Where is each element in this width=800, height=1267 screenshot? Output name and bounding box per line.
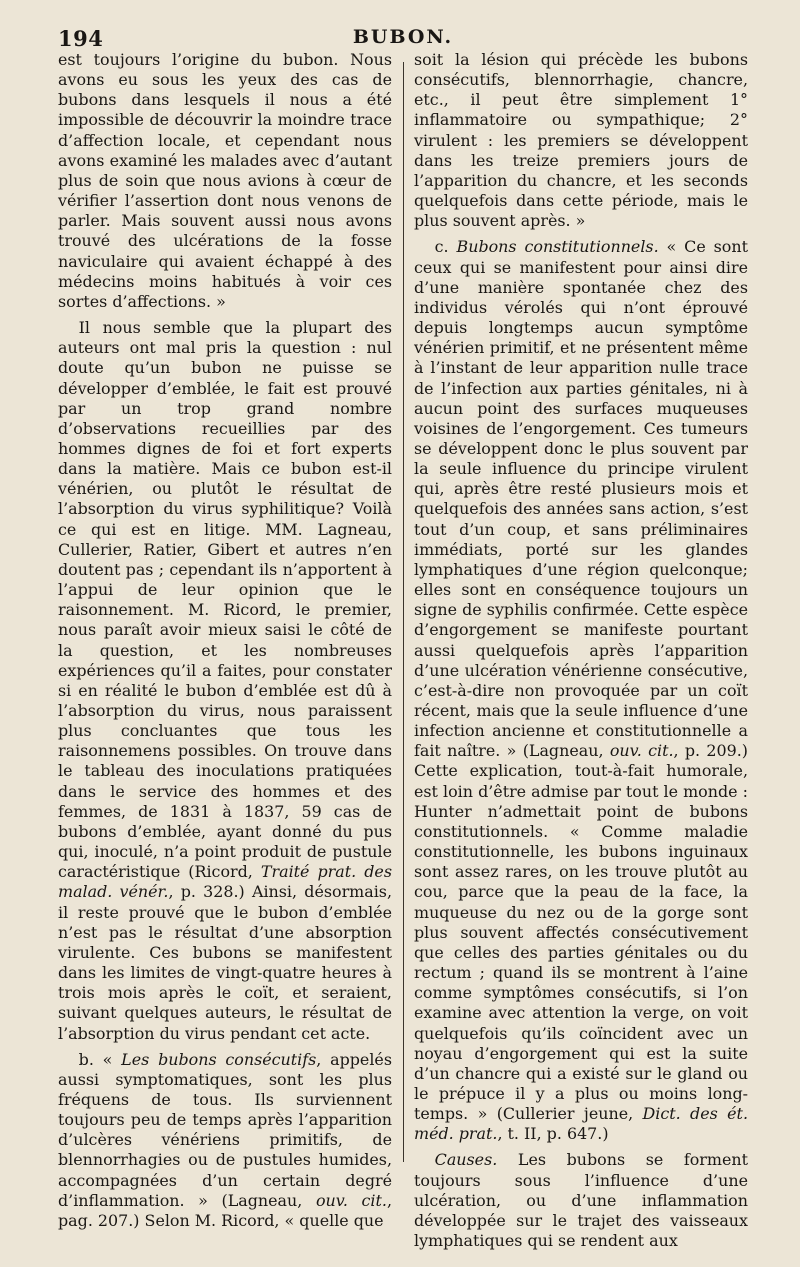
text-run: , appelés aussi symptomatiques, sont les plus fréquens de tous. Ils surviennent toujours peu de temps après l’apparition d’ulcères vénériens primitifs, de blennorrhagies ou de pustules humides, accompagnées d’un certain degré d’inflammation. » (Lagneau, <box>58 1049 392 1210</box>
left-paragraph-2 <box>58 318 392 1044</box>
text-run: , p. 209.) Cette explication, tout-à-fait humorale, est loin d’être admise par tout le monde : Hunter n’admettait point de bubons constitutionnels. « Comme maladie constitutionnelle, les bubons inguinaux sont assez rares, on les trouve plutôt au cou, parce que la peau de la face, la muqueuse du nez ou de la gorge sont plus souvent affectés consécutivement que celles des parties génitales ou du rectum ; quand ils se montrent à l’aine comme symptômes consécutifs, si l’on examine avec attention la verge, on voit quelquefois qu’ils coïncident avec un noyau d’engorgement qui est la suite d’un chancre qui a existé sur le gland ou le prépuce il y a plus ou moins long-temps. » (Cullerier jeune, <box>414 741 748 1124</box>
text-run: b. « <box>78 1049 122 1069</box>
text-run: c. <box>434 237 457 257</box>
text-run: Il nous semble que la plupart des auteurs ont mal pris la question : nul doute qu’un bubon ne puisse se développer d’emblée, le fait est prouvé par un trop grand nombre d’observations recueillies par des hommes dignes de foi et fort experts dans la matière. Mais ce bubon est-il vénérien, ou plutôt le résultat de l’absorption du virus syphilitique? Voilà ce qui est en litige. MM. Lagneau, Cullerier, Ratier, Gibert et autres n’en doutent pas ; cependant ils n’apportent à l’appui de leur opinion que le raisonnement. M. Ricord, le premier, nous paraît avoir mieux saisi le côté de la question, et les nombreuses expériences qu’il a faites, pour constater si en réalité le bubon d’emblée est dû à l’absorption du virus, nous paraissent plus concluantes que tous les raisonnemens possibles. On trouve dans le tableau des inoculations pratiquées dans le service des hommes et des femmes, de 1831 à 1837, 59 cas de bubons d’emblée, ayant donné du pus qui, inoculé, n’a point produit de pustule caractéristique (Ricord, <box>58 318 392 882</box>
text-run: , t. II, p. 647.) <box>497 1124 609 1144</box>
citation-ref: ouv. cit. <box>315 1190 387 1210</box>
text-run: « Ce sont ceux qui se manifestent pour ainsi dire d’une manière spontanée chez des individus vérolés qui n’ont éprouvé depuis longtemps aucun symptôme vénérien primitif, et ne présentent même à l’instant de leur apparition nulle trace de l’infection aux parties génitales, ni à aucun point des surfaces muqueuses voisines de l’engorgement. Ces tumeurs se développent donc le plus souvent par la seule influence du principe virulent qui, après être resté plusieurs mois et quelquefois des années sans action, s’est tout d’un coup, et sans préliminaires immédiats, porté sur les glandes lymphatiques d’une région quelconque; elles sont en conséquence toujours un signe de syphilis confirmée. Cette espèce d’engorgement se manifeste pourtant aussi quelquefois après l’apparition d’une ulcération vénérienne consécutive, c’est-à-dire non provoquée par un coït récent, mais que la seule influence d’une infection ancienne et constitutionnelle a fait naître. » (Lagneau, <box>414 237 748 761</box>
citation-ref: ouv. cit. <box>609 741 674 761</box>
left-paragraph-1: est toujours l’origine du bubon. Nous avons eu sous les yeux des cas de bubons dans lesquels il nous a été impossible de découvrir la moindre trace d’affection locale, et cependant nous avons examiné les malades avec d’autant plus de soin que nous avions à cœur de vérifier l’assertion dont nous venons de parler. Mais souvent aussi nous avons trouvé des ulcérations de la fosse naviculaire qui avaient échappé à des médecins moins habitués à voir ces sortes d’affections. » <box>58 50 392 311</box>
left-column <box>58 50 392 1231</box>
text-run: , p. 328.) Ainsi, désormais, il reste prouvé que le bubon d’emblée n’est pas le résultat d’une absorption virulente. Ces bubons se manifestent dans les limites de vingt-quatre heures à trois mois après le coït, et seraient, suivant quelques auteurs, le résultat de l’absorption du virus pendant cet acte. <box>58 882 392 1043</box>
section-heading: Bubons constitutionnels. <box>456 237 659 257</box>
running-head: BUBON. <box>352 26 454 48</box>
right-paragraph-2 <box>414 237 748 1144</box>
column-divider <box>403 62 404 1162</box>
right-paragraph-1: soit la lésion qui précède les bubons consécutifs, blennorrhagie, chancre, etc., il peut être simplement 1° inflammatoire ou sympathique; 2° virulent : les premiers se développent dans les treize premiers jours de l’apparition du chancre, et les seconds quelquefois dans cette période, mais le plus souvent après. » <box>414 50 748 231</box>
text-run: Les bubons se forment toujours sous l’influence d’une ulcération, ou d’une inflammation développée sur le trajet des vaisseaux lymphatiques qui se rendent aux <box>414 1150 748 1251</box>
right-column <box>414 50 748 1251</box>
section-heading: Causes. <box>434 1150 498 1170</box>
citation-title: Traité prat. des malad. vénér. <box>58 862 392 902</box>
citation-title: Dict. des ét. méd. prat. <box>414 1104 748 1144</box>
text-run: , pag. 207.) Selon M. Ricord, « quelle que <box>58 1190 392 1230</box>
page-header <box>58 26 748 52</box>
right-paragraph-3 <box>414 1150 748 1251</box>
left-paragraph-3 <box>58 1050 392 1231</box>
page-number: 194 <box>58 26 104 51</box>
section-heading: Les bubons consécutifs <box>121 1049 317 1069</box>
